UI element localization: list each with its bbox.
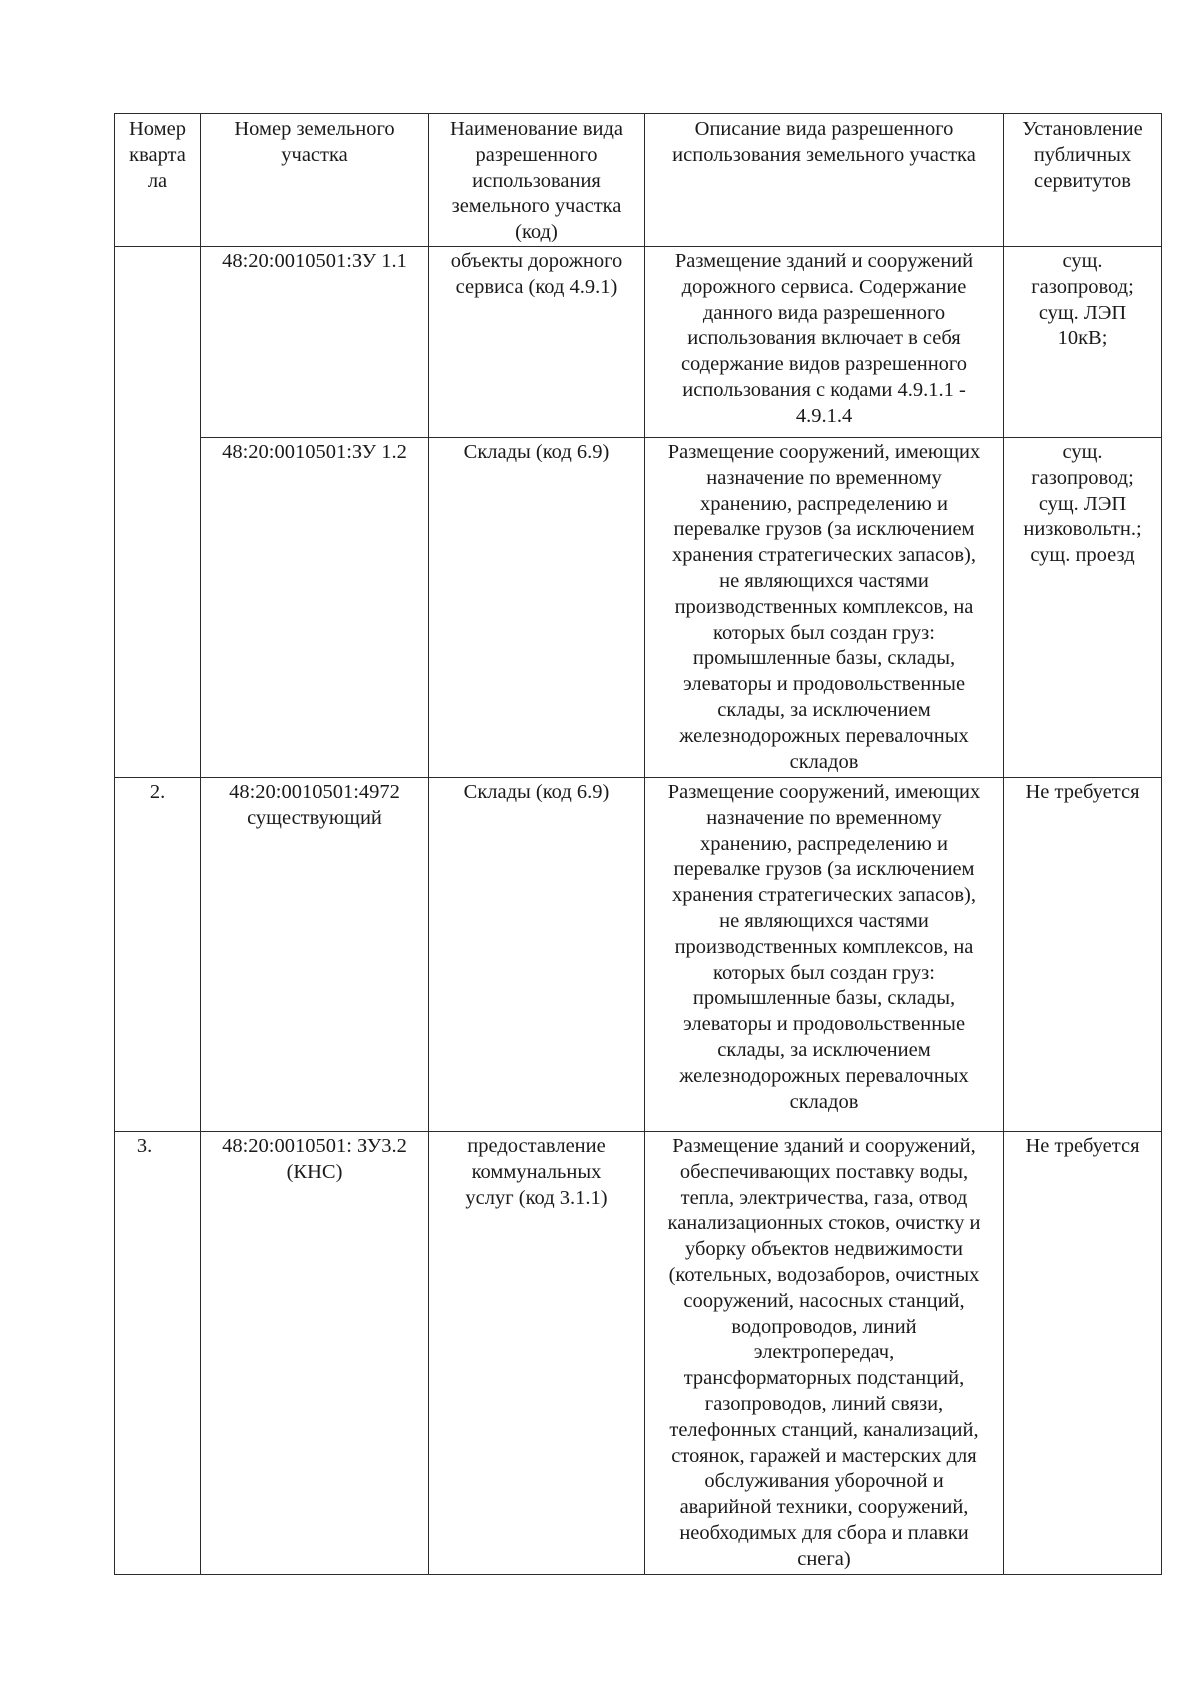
cell-vid: предоставление коммунальных услуг (код 3.1.1)	[429, 1131, 645, 1574]
header-kvartal: Номер кварта ла	[115, 114, 201, 247]
header-vid: Наименование вида разрешенного использования земельного участка (код)	[429, 114, 645, 247]
table-row	[115, 1131, 1162, 1574]
table-row	[115, 246, 1162, 437]
table-row	[115, 437, 1162, 777]
cell-servitut: сущ. газопровод; сущ. ЛЭП низковольтн.; сущ. проезд	[1004, 437, 1162, 777]
cell-servitut: сущ. газопровод; сущ. ЛЭП 10кВ;	[1004, 246, 1162, 437]
header-uchastok: Номер земельного участка	[201, 114, 429, 247]
cell-vid: Склады (код 6.9)	[429, 777, 645, 1131]
cell-opisanie: Размещение зданий и сооружений дорожного сервиса. Содержание данного вида разрешенного использования включает в себя содержание видов разрешенного использования с кодами 4.9.1.1 - 4.9.1.4	[645, 246, 1004, 437]
table-row	[115, 777, 1162, 1131]
cell-opisanie: Размещение сооружений, имеющих назначение по временному хранению, распределению и перевалке грузов (за исключением хранения стратегических запасов), не являющихся частями производственных комплексов, на которых был создан груз: промышленные базы, склады, элеваторы и продовольственные склады, за исключением железнодорожных перевалочных складов	[645, 777, 1004, 1131]
cell-uchastok: 48:20:0010501:4972 существующий	[201, 777, 429, 1131]
table-header-row	[115, 114, 1162, 247]
cell-opisanie: Размещение зданий и сооружений, обеспечивающих поставку воды, тепла, электричества, газа, отвод канализационных стоков, очистку и уборку объектов недвижимости (котельных, водозаборов, очистных сооружений, насосных станций, водопроводов, линий электропередач, трансформаторных подстанций, газопроводов, линий связи, телефонных станций, канализаций, стоянок, гаражей и мастерских для обслуживания уборочной и аварийной техники, сооружений, необходимых для сбора и плавки снега)	[645, 1131, 1004, 1574]
cell-vid: Склады (код 6.9)	[429, 437, 645, 777]
cell-kvartal: 3.	[115, 1131, 201, 1574]
cell-uchastok: 48:20:0010501:ЗУ 1.1	[201, 246, 429, 437]
cell-uchastok: 48:20:0010501:ЗУ 1.2	[201, 437, 429, 777]
cell-servitut: Не требуется	[1004, 777, 1162, 1131]
cell-kvartal: 2.	[115, 777, 201, 1131]
header-opisanie: Описание вида разрешенного использования земельного участка	[645, 114, 1004, 247]
cell-vid: объекты дорожного сервиса (код 4.9.1)	[429, 246, 645, 437]
cell-opisanie: Размещение сооружений, имеющих назначение по временному хранению, распределению и перевалке грузов (за исключением хранения стратегических запасов), не являющихся частями производственных комплексов, на которых был создан груз: промышленные базы, склады, элеваторы и продовольственные склады, за исключением железнодорожных перевалочных складов	[645, 437, 1004, 777]
cell-kvartal	[115, 246, 201, 777]
cell-servitut: Не требуется	[1004, 1131, 1162, 1574]
land-plots-table	[114, 113, 1162, 1575]
header-servitut: Установление публичных сервитутов	[1004, 114, 1162, 247]
cell-uchastok: 48:20:0010501: ЗУ3.2 (КНС)	[201, 1131, 429, 1574]
